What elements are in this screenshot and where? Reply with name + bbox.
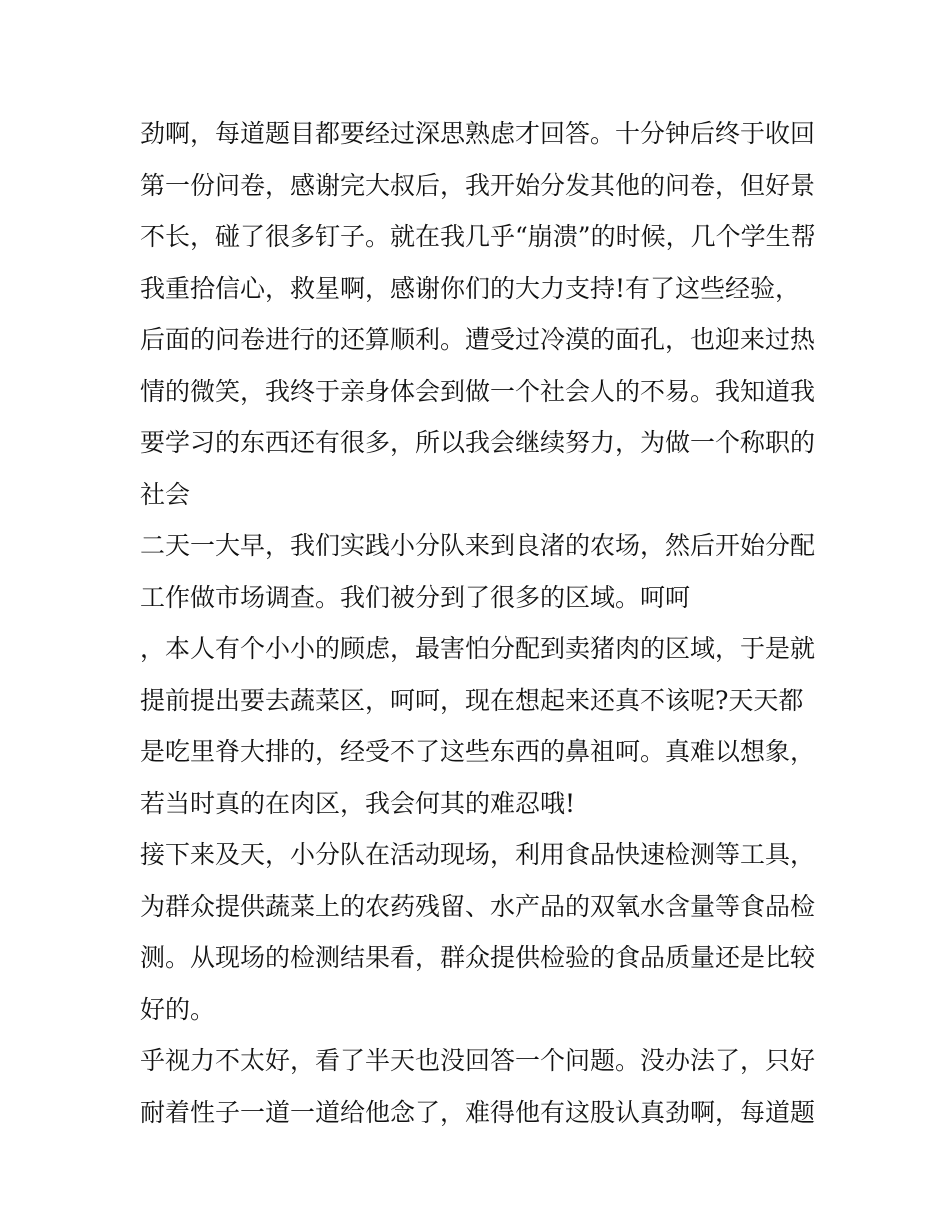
- text-line: 情的微笑，我终于亲身体会到做一个社会人的不易。我知道我: [140, 376, 816, 406]
- text-line: 第一份问卷，感谢完大叔后，我开始分发其他的问卷，但好景: [140, 170, 816, 200]
- text-line: 若当时真的在肉区，我会何其的难忍哦!: [140, 788, 576, 818]
- text-line: 后面的问卷进行的还算顺利。遭受过冷漠的面孔，也迎来过热: [140, 325, 816, 354]
- text-line: 乎视力不太好，看了半天也没回答一个问题。没办法了，只好: [140, 1046, 816, 1075]
- text-line: ，本人有个小小的顾虑，最害怕分配到卖猪肉的区域，于是就: [140, 634, 816, 663]
- text-line: 社会: [140, 479, 191, 509]
- text-line: 是吃里脊大排的，经受不了这些东西的鼻祖呵。真难以想象，: [140, 737, 816, 766]
- text-line: 不长，碰了很多钉子。就在我几乎“崩溃”的时候，几个学生帮: [140, 222, 816, 251]
- text-line: 接下来及天，小分队在活动现场，利用食品快速检测等工具，: [140, 840, 816, 869]
- text-line: 耐着性子一道一道给他念了，难得他有这股认真劲啊，每道题: [140, 1097, 816, 1127]
- text-line: 好的。: [140, 994, 216, 1024]
- text-line: 测。从现场的检测结果看，群众提供检验的食品质量还是比较: [140, 943, 816, 972]
- document-body: [140, 108, 820, 1138]
- text-line: 要学习的东西还有很多，所以我会继续努力，为做一个称职的: [140, 428, 816, 457]
- text-line: 工作做市场调查。我们被分到了很多的区域。呵呵: [140, 582, 691, 612]
- text-line: 劲啊，每道题目都要经过深思熟虑才回答。十分钟后终于收回: [140, 119, 816, 148]
- text-line: 我重拾信心，救星啊，感谢你们的大力支持!有了这些经验，: [140, 273, 801, 303]
- text-line: 提前提出要去蔬菜区，呵呵，现在想起来还真不该呢?天天都: [140, 685, 804, 715]
- text-line: 为群众提供蔬菜上的农药残留、水产品的双氧水含量等食品检: [140, 891, 816, 921]
- text-line: 二天一大早，我们实践小分队来到良渚的农场，然后开始分配: [140, 531, 816, 560]
